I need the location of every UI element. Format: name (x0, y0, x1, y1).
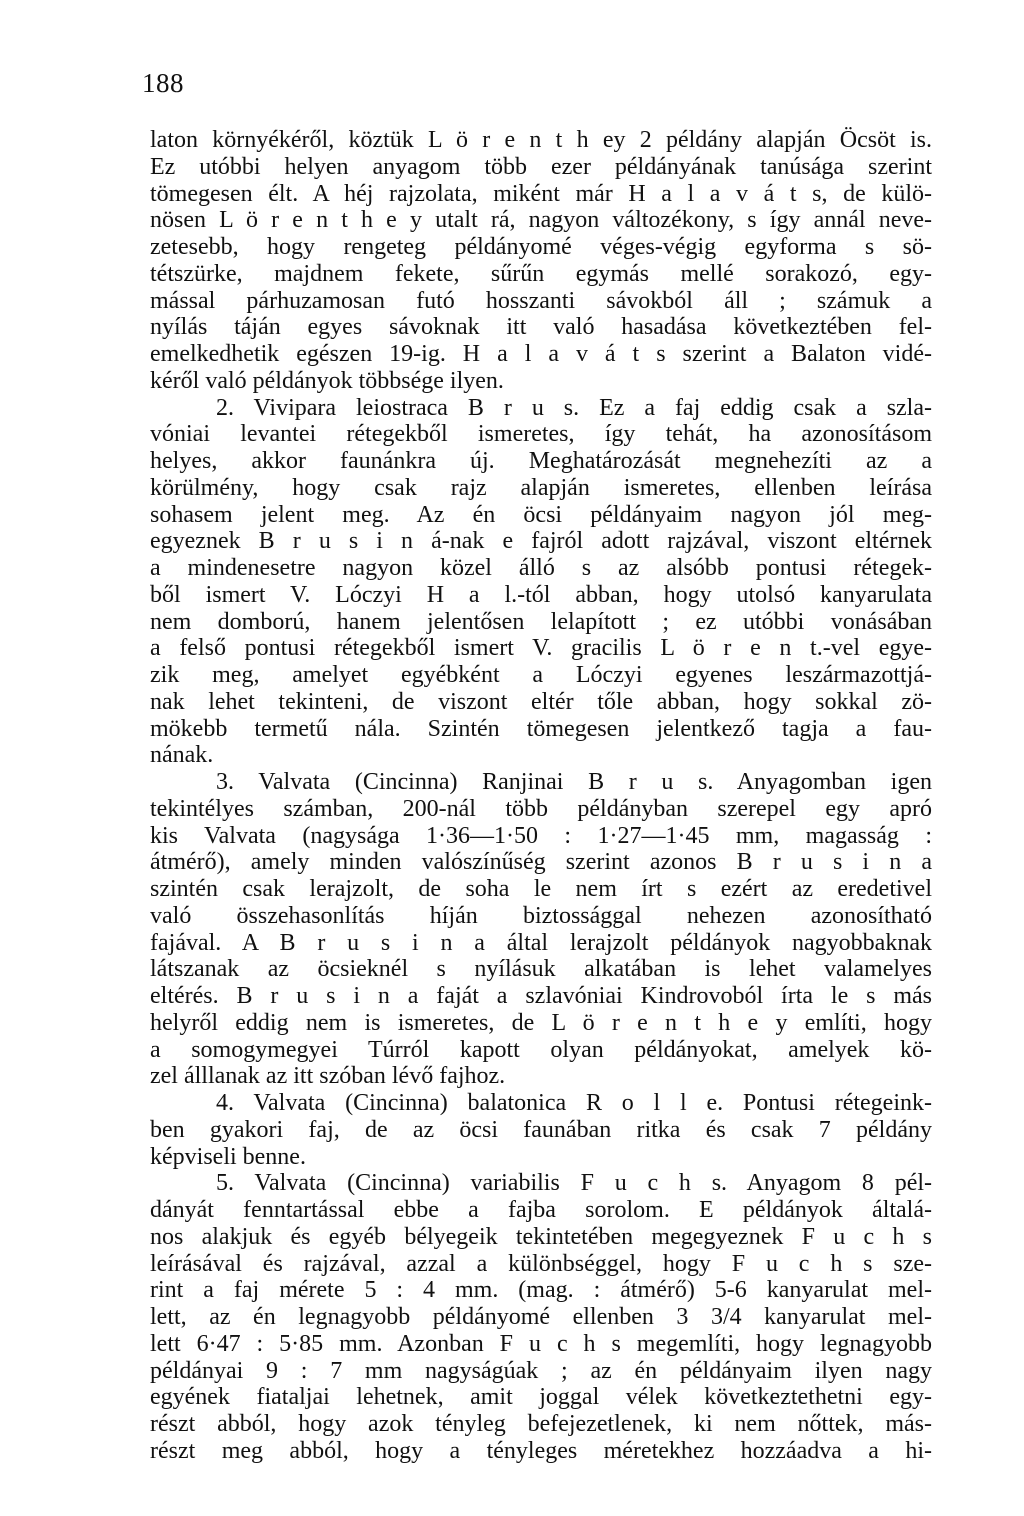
text-line: laton környékéről, köztük L ö r e n t h ey 2 példány alapján Öcsöt is. (150, 127, 932, 153)
text-line: vóniai levantei rétegekből ismeretes, így tehát, ha azonosításom (150, 421, 932, 448)
text-line: lett 6·47 : 5·85 mm. Azonban F u c h s megemlíti, hogy legnagyobb (150, 1330, 932, 1357)
text-line: a somogymegyei Túrról kapott olyan példányokat, amelyek kö- (150, 1036, 932, 1063)
text-line: a mindenesetre nagyon közel álló s az alsóbb pontusi rétegek- (150, 555, 932, 581)
text-line: szintén csak lerajzolt, de soha le nem írt s ezért az eredetivel (150, 876, 932, 902)
text-line: 4. Valvata (Cincinna) balatonica R o l l e. Pontusi rétegeink- (216, 1090, 932, 1116)
text-line: részt meg abból, hogy a tényleges méretekhez hozzáadva a hi- (150, 1437, 932, 1464)
text-line: nem domború, hanem jelentősen lelapított ; ez utóbbi vonásában (150, 608, 932, 635)
text-line: helyről eddig nem is ismeretes, de L ö r e n t h e y említi, hogy (150, 1009, 932, 1036)
text-line: való összehasonlítás híján biztossággal nehezen azonosítható (150, 902, 932, 929)
text-line: kis Valvata (nagysága 1·36—1·50 : 1·27—1·45 mm, magasság : (150, 822, 932, 849)
text-line: ből ismert V. Lóczyi H a l.-tól abban, hogy utolsó kanyarulata (150, 581, 932, 608)
text-line: mökebb termetű nála. Szintén tömegesen jelentkező tagja a fau- (150, 715, 932, 742)
text-line: nának. (150, 742, 214, 769)
text-line: zetesebb, hogy rengeteg példányomé véges-végig egyforma s sö- (150, 234, 932, 260)
text-line: zik meg, amelyet egyébként a Lóczyi egyenes leszármazottjá- (150, 662, 932, 688)
text-line: eltérés. B r u s i n a faját a szlavóniai Kindrovoból írta le s más (150, 983, 932, 1009)
text-line: nos alakjuk és egyéb bélyegeik tekintetében megegyeznek F u c h s (150, 1223, 932, 1250)
text-line: rint a faj mérete 5 : 4 mm. (mag. : átmérő) 5-6 kanyarulat mel- (150, 1277, 932, 1304)
text-line: helyes, akkor faunánkra új. Meghatározását megnehezíti az a (150, 448, 932, 474)
text-line: emelkedhetik egészen 19-ig. H a l a v á t s szerint a Balaton vidé- (150, 341, 932, 367)
text-line: tömegesen élt. A héj rajzolata, miként már H a l a v á t s, de külö- (150, 180, 932, 207)
text-line: nyílás táján egyes sávoknak itt való hasadása következtében fel- (150, 314, 932, 341)
text-line: Ez utóbbi helyen anyagom több ezer példányának tanúsága szerint (150, 153, 932, 180)
text-line: átmérő), amely minden valószínűség szerint azonos B r u s i n a (150, 849, 932, 876)
text-line: zel álllanak az itt szóban lévő fajhoz. (150, 1063, 506, 1090)
page-number: 188 (142, 68, 184, 98)
text-line: leírásával és rajzával, azzal a különbséggel, hogy F u c h s sze- (150, 1250, 932, 1277)
text-line: tétszürke, majdnem fekete, sűrűn egymás mellé sorakozó, egy- (150, 260, 932, 287)
text-line: kéről való példányok többsége ilyen. (150, 367, 504, 394)
text-line: körülmény, hogy csak rajz alapján ismeretes, ellenben leírása (150, 474, 932, 501)
text-line: egyeznek B r u s i n á-nak e fajról adott rajzával, viszont eltérnek (150, 528, 932, 555)
text-line: 3. Valvata (Cincinna) Ranjinai B r u s. Anyagomban igen (216, 769, 932, 795)
text-line: mással párhuzamosan futó hosszanti sávokból áll ; számuk a (150, 287, 932, 314)
text-line: képviseli benne. (150, 1143, 306, 1170)
body-text (150, 127, 932, 1465)
text-line: 5. Valvata (Cincinna) variabilis F u c h s. Anyagom 8 pél- (216, 1170, 932, 1197)
text-line: lett, az én legnagyobb példányomé ellenben 3 3/4 kanyarulat mel- (150, 1304, 932, 1330)
text-line: nösen L ö r e n t h e y utalt rá, nagyon változékony, s így annál neve- (150, 207, 932, 234)
text-line: példányai 9 : 7 mm nagyságúak ; az én példányaim ilyen nagy (150, 1357, 932, 1384)
text-line: a felső pontusi rétegekből ismert V. gracilis L ö r e n t.-vel egye- (150, 635, 932, 662)
text-line: sohasem jelent meg. Az én öcsi példányaim nagyon jól meg- (150, 501, 932, 528)
text-line: látszanak az öcsieknél s nyílásuk alkatában is lehet valamelyes (150, 956, 932, 983)
text-line: részt abból, hogy azok tényleg befejezetlenek, ki nem nőttek, más- (150, 1411, 932, 1437)
text-line: fajával. A B r u s i n a által lerajzolt példányok nagyobbaknak (150, 929, 932, 956)
text-line: 2. Vivipara leiostraca B r u s. Ez a faj eddig csak a szla- (216, 394, 932, 421)
text-line: tekintélyes számban, 200-nál több példányban szerepel egy apró (150, 795, 932, 822)
text-line: dányát fenntartással ebbe a fajba sorolom. E példányok általá- (150, 1197, 932, 1223)
text-line: egyének fiataljai lehetnek, amit joggal vélek következtethetni egy- (150, 1384, 932, 1411)
text-line: ben gyakori faj, de az öcsi faunában ritka és csak 7 példány (150, 1116, 932, 1143)
text-line: nak lehet tekinteni, de viszont eltér tőle abban, hogy sokkal zö- (150, 688, 932, 715)
